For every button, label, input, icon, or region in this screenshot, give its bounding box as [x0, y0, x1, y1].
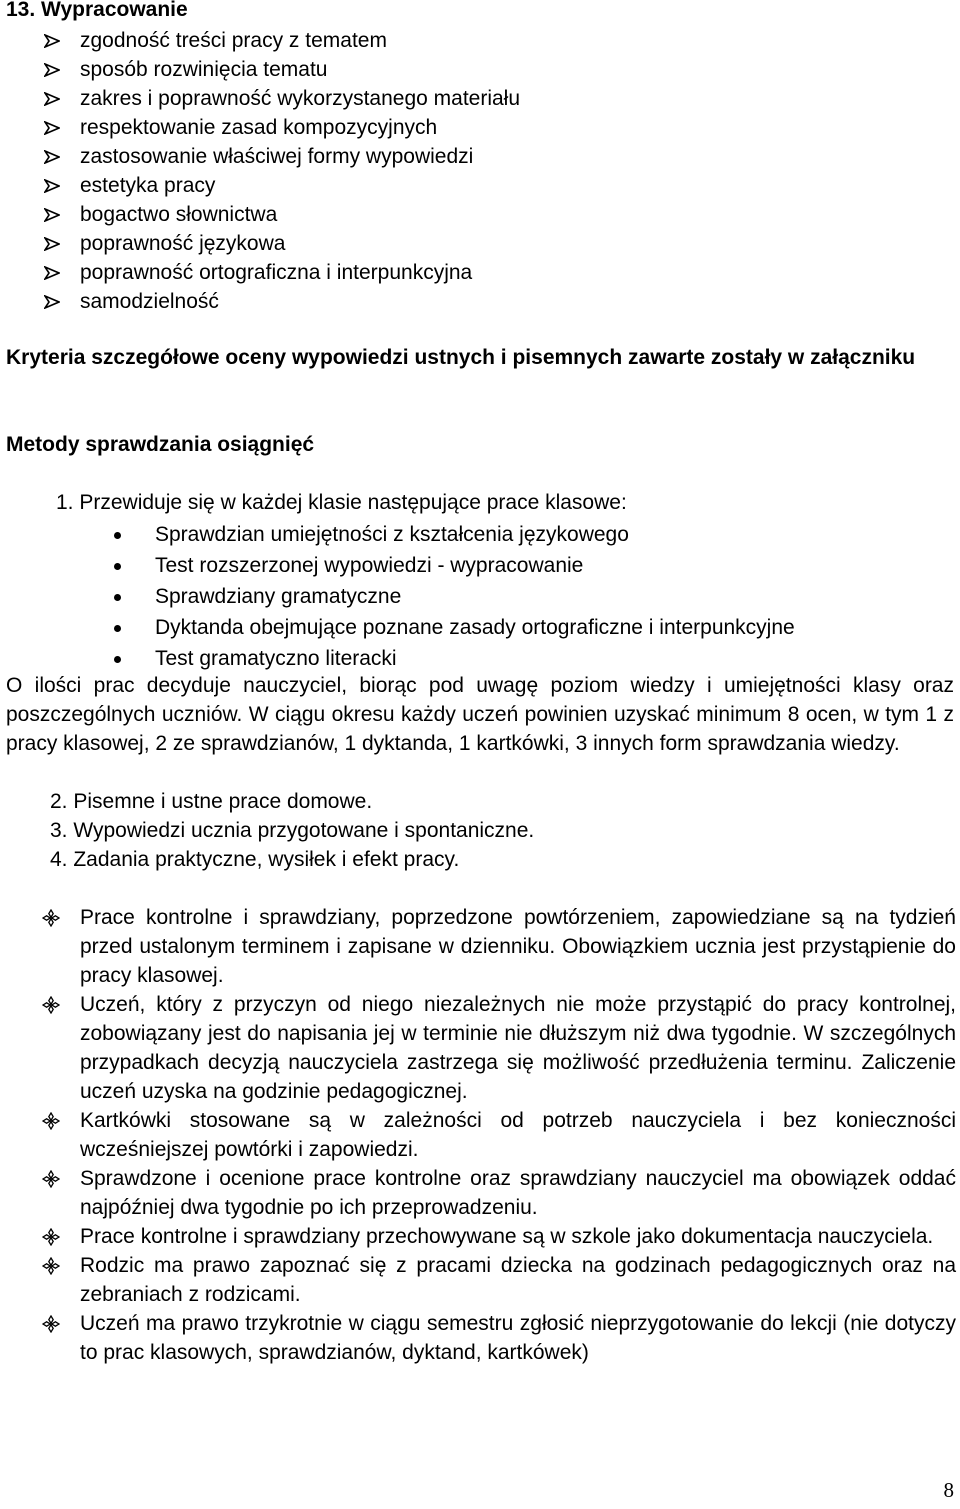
criteria-note: Kryteria szczegółowe oceny wypowiedzi ustnych i pisemnych zawarte zostały w załączniku [6, 346, 916, 369]
class-work-item: Sprawdzian umiejętności z kształcenia językowego [110, 519, 795, 550]
four-diamond-bullet-icon [42, 996, 60, 1014]
rule-item: Prace kontrolne i sprawdziany przechowywane są w szkole jako dokumentacja nauczyciela. [42, 1222, 956, 1251]
dot-bullet-icon [114, 532, 121, 539]
grades-paragraph: O ilości prac decyduje nauczyciel, biorąc pod uwagę poziom wiedzy i umiejętności klasy oraz poszczególnych uczniów. W ciągu okresu każdy uczeń powinien uzyskać minimum 8 ocen, w tym 1 z pracy klasowej, 2 ze sprawdzianów, 1 dyktanda, 1 kartkówki, 3 innych form sprawdzania wiedzy. [6, 674, 954, 755]
class-work-item: Sprawdziany gramatyczne [110, 581, 795, 612]
criteria-item: samodzielność [44, 287, 520, 316]
section-title: 13. Wypracowanie [6, 0, 188, 21]
four-diamond-bullet-icon [42, 909, 60, 927]
dot-bullet-icon [114, 563, 121, 570]
rule-item: Sprawdzone i ocenione prace kontrolne oraz sprawdziany nauczyciel ma obowiązek oddać najpóźniej dwa tygodnie po ich przeprowadzeniu. [42, 1164, 956, 1222]
criteria-item: respektowanie zasad kompozycyjnych [44, 113, 520, 142]
criteria-item: zastosowanie właściwej formy wypowiedzi [44, 142, 520, 171]
arrowhead-bullet-icon [44, 34, 60, 48]
rule-item: Uczeń ma prawo trzykrotnie w ciągu semestru zgłosić nieprzygotowanie do lekcji (nie dotyczy to prac klasowych, sprawdzianów, dyktand, kartkówek) [42, 1309, 956, 1367]
page-number: 8 [943, 1478, 954, 1502]
dot-bullet-icon [114, 594, 121, 601]
class-works-list [110, 519, 795, 674]
rules-list [42, 903, 956, 1367]
criteria-list [44, 26, 520, 316]
dot-bullet-icon [114, 656, 121, 663]
four-diamond-bullet-icon [42, 1257, 60, 1275]
criteria-item: zakres i poprawność wykorzystanego materiału [44, 84, 520, 113]
criteria-item: zgodność treści pracy z tematem [44, 26, 520, 55]
arrowhead-bullet-icon [44, 63, 60, 77]
arrowhead-bullet-icon [44, 121, 60, 135]
class-work-item: Dyktanda obejmujące poznane zasady ortograficzne i interpunkcyjne [110, 612, 795, 643]
rule-item: Uczeń, który z przyczyn od niego niezależnych nie może przystąpić do pracy kontrolnej, zobowiązany jest do napisania jej w terminie nie dłuższym niż dwa tygodnie. W szczególnych przypadkach decyzją nauczyciela zastrzega się możliwość przedłużenia terminu. Zaliczenie uczeń uzyska na godzinie pedagogicznej. [42, 990, 956, 1106]
arrowhead-bullet-icon [44, 150, 60, 164]
four-diamond-bullet-icon [42, 1170, 60, 1188]
methods-heading: Metody sprawdzania osiągnięć [6, 433, 315, 456]
arrowhead-bullet-icon [44, 266, 60, 280]
point-3: 3. Wypowiedzi ucznia przygotowane i spontaniczne. [50, 819, 535, 842]
criteria-item: sposób rozwinięcia tematu [44, 55, 520, 84]
four-diamond-bullet-icon [42, 1228, 60, 1246]
arrowhead-bullet-icon [44, 295, 60, 309]
arrowhead-bullet-icon [44, 208, 60, 222]
class-work-item: Test rozszerzonej wypowiedzi - wypracowanie [110, 550, 795, 581]
rule-item: Prace kontrolne i sprawdziany, poprzedzone powtórzeniem, zapowiedziane są na tydzień przed ustalonym terminem i zapisane w dzienniku. Obowiązkiem ucznia jest przystąpienie do pracy klasowej. [42, 903, 956, 990]
criteria-item: estetyka pracy [44, 171, 520, 200]
point-4: 4. Zadania praktyczne, wysiłek i efekt pracy. [50, 848, 460, 871]
arrowhead-bullet-icon [44, 179, 60, 193]
rule-item: Kartkówki stosowane są w zależności od potrzeb nauczyciela i bez konieczności wcześniejszej powtórki i zapowiedzi. [42, 1106, 956, 1164]
dot-bullet-icon [114, 625, 121, 632]
arrowhead-bullet-icon [44, 92, 60, 106]
criteria-item: poprawność ortograficzna i interpunkcyjna [44, 258, 520, 287]
four-diamond-bullet-icon [42, 1315, 60, 1333]
criteria-item: bogactwo słownictwa [44, 200, 520, 229]
rule-item: Rodzic ma prawo zapoznać się z pracami dziecka na godzinach pedagogicznych oraz na zebraniach z rodzicami. [42, 1251, 956, 1309]
point-1: 1. Przewiduje się w każdej klasie następujące prace klasowe: [56, 491, 627, 514]
criteria-item: poprawność językowa [44, 229, 520, 258]
point-2: 2. Pisemne i ustne prace domowe. [50, 790, 373, 813]
arrowhead-bullet-icon [44, 237, 60, 251]
four-diamond-bullet-icon [42, 1112, 60, 1130]
class-work-item: Test gramatyczno literacki [110, 643, 795, 674]
